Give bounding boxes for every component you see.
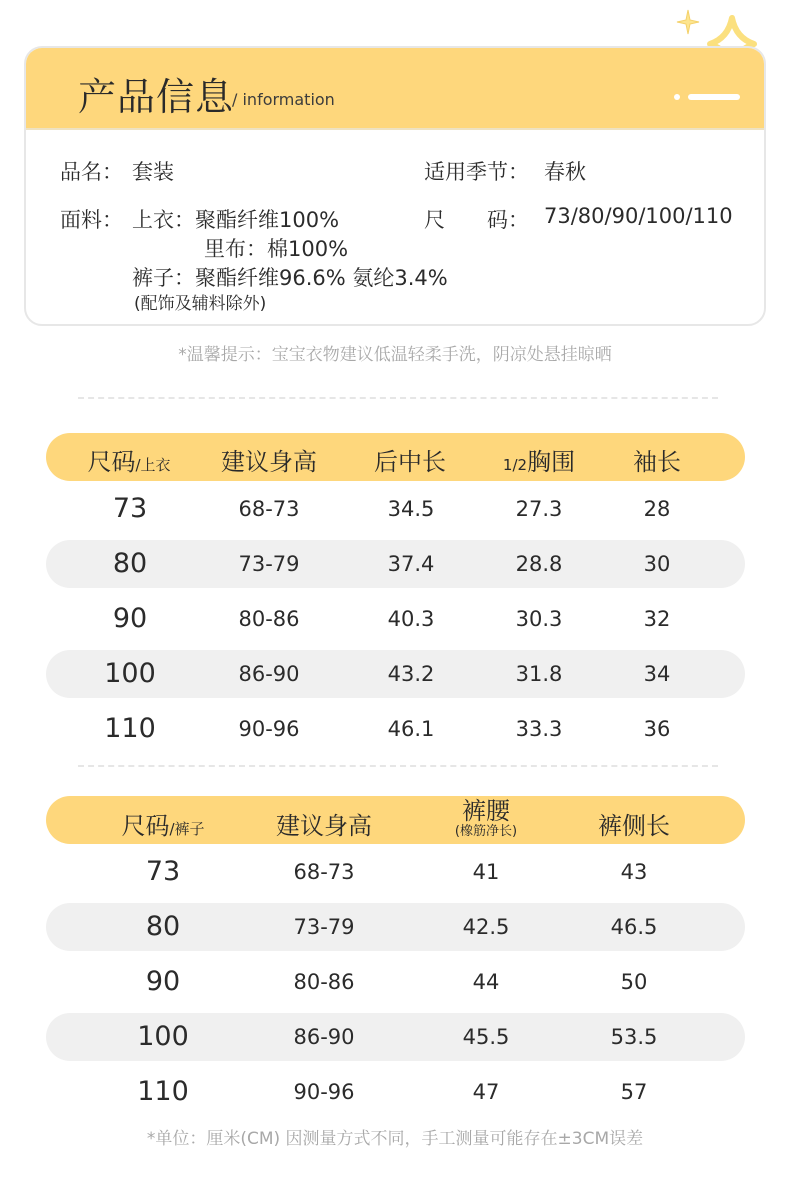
top-table-header — [46, 433, 745, 481]
wash-tip: *温馨提示：宝宝衣物建议低温轻柔手洗，阴凉处悬挂晾晒 — [178, 345, 612, 365]
header-decoration — [674, 94, 740, 100]
cell-height: 86-90 — [238, 662, 300, 686]
fabric-top: 上衣：聚酯纤维100% — [132, 208, 340, 232]
cell-side-length: 50 — [620, 970, 648, 994]
cell-height: 73-79 — [293, 915, 355, 939]
table-row — [46, 848, 745, 896]
cell-size: 110 — [104, 713, 156, 744]
header-waist-note: (橡筋净长) — [454, 824, 518, 839]
decoration-dot — [674, 94, 680, 100]
cell-waist: 45.5 — [462, 1025, 510, 1049]
cell-size: 90 — [112, 603, 148, 634]
product-info-card — [24, 46, 766, 326]
cell-height: 68-73 — [238, 497, 300, 521]
cell-sleeve: 32 — [643, 607, 671, 631]
divider — [78, 765, 718, 767]
cell-side-length: 46.5 — [610, 915, 658, 939]
header-waist-label: 裤腰 — [462, 797, 510, 825]
cell-height: 86-90 — [293, 1025, 355, 1049]
name-value: 套装 — [132, 160, 174, 184]
cell-back-length: 34.5 — [387, 497, 435, 521]
size-value: 73/80/90/100/110 — [544, 204, 733, 228]
cell-size: 80 — [112, 548, 148, 579]
table-row — [46, 958, 745, 1006]
cell-size: 110 — [137, 1076, 189, 1107]
cell-back-length: 46.1 — [387, 717, 435, 741]
table-row — [46, 1013, 745, 1061]
cell-sleeve: 36 — [643, 717, 671, 741]
cell-waist: 41 — [472, 860, 500, 884]
pants-table-header — [46, 796, 745, 844]
season-label: 适用季节： — [424, 160, 529, 184]
cell-size: 80 — [145, 911, 181, 942]
cell-size: 100 — [137, 1021, 189, 1052]
fabric-pants: 裤子：聚酯纤维96.6% 氨纶3.4% — [132, 266, 448, 290]
cell-height: 80-86 — [293, 970, 355, 994]
cell-sleeve: 30 — [643, 552, 671, 576]
header-size: 尺码/裤子 — [121, 812, 205, 840]
cell-height: 73-79 — [238, 552, 300, 576]
cell-back-length: 43.2 — [387, 662, 435, 686]
cell-sleeve: 28 — [643, 497, 671, 521]
cell-height: 90-96 — [238, 717, 300, 741]
header-back-length: 后中长 — [374, 448, 446, 476]
info-header — [26, 48, 764, 130]
header-size: 尺码/上衣 — [87, 448, 171, 476]
table-row — [46, 595, 745, 643]
fabric-note: (配饰及辅料除外) — [134, 294, 267, 314]
cell-size: 90 — [145, 966, 181, 997]
table-row — [46, 650, 745, 698]
cell-waist: 44 — [472, 970, 500, 994]
fabric-lining: 里布：棉100% — [204, 237, 349, 261]
info-title: 产品信息 — [78, 75, 235, 119]
size-label: 尺 码： — [424, 208, 529, 232]
cell-chest: 30.3 — [515, 607, 563, 631]
header-height: 建议身高 — [221, 448, 317, 476]
cell-size: 100 — [104, 658, 156, 689]
name-label: 品名： — [60, 160, 123, 184]
cell-side-length: 57 — [620, 1080, 648, 1104]
header-sleeve: 袖长 — [633, 448, 681, 476]
header-chest: 1/2胸围 — [502, 448, 576, 476]
cell-size: 73 — [112, 493, 148, 524]
season-value: 春秋 — [544, 160, 586, 184]
table-row — [46, 903, 745, 951]
cell-chest: 27.3 — [515, 497, 563, 521]
info-subtitle: / information — [232, 90, 335, 109]
cell-waist: 47 — [472, 1080, 500, 1104]
table-row — [46, 1068, 745, 1116]
divider — [78, 397, 718, 399]
table-row — [46, 705, 745, 753]
fabric-label: 面料： — [60, 208, 123, 232]
cell-side-length: 43 — [620, 860, 648, 884]
cell-waist: 42.5 — [462, 915, 510, 939]
table-row — [46, 540, 745, 588]
cell-chest: 28.8 — [515, 552, 563, 576]
header-height: 建议身高 — [276, 812, 372, 840]
cell-back-length: 40.3 — [387, 607, 435, 631]
header-side-length: 裤侧长 — [598, 812, 670, 840]
table-row — [46, 485, 745, 533]
cell-sleeve: 34 — [643, 662, 671, 686]
cell-height: 90-96 — [293, 1080, 355, 1104]
cell-height: 80-86 — [238, 607, 300, 631]
cell-height: 68-73 — [293, 860, 355, 884]
cell-chest: 31.8 — [515, 662, 563, 686]
cell-chest: 33.3 — [515, 717, 563, 741]
decoration-bar — [688, 94, 740, 100]
unit-tip: *单位：厘米(CM) 因测量方式不同，手工测量可能存在±3CM误差 — [146, 1129, 644, 1149]
header-waist — [455, 798, 517, 840]
cell-back-length: 37.4 — [387, 552, 435, 576]
cell-size: 73 — [145, 856, 181, 887]
cell-side-length: 53.5 — [610, 1025, 658, 1049]
